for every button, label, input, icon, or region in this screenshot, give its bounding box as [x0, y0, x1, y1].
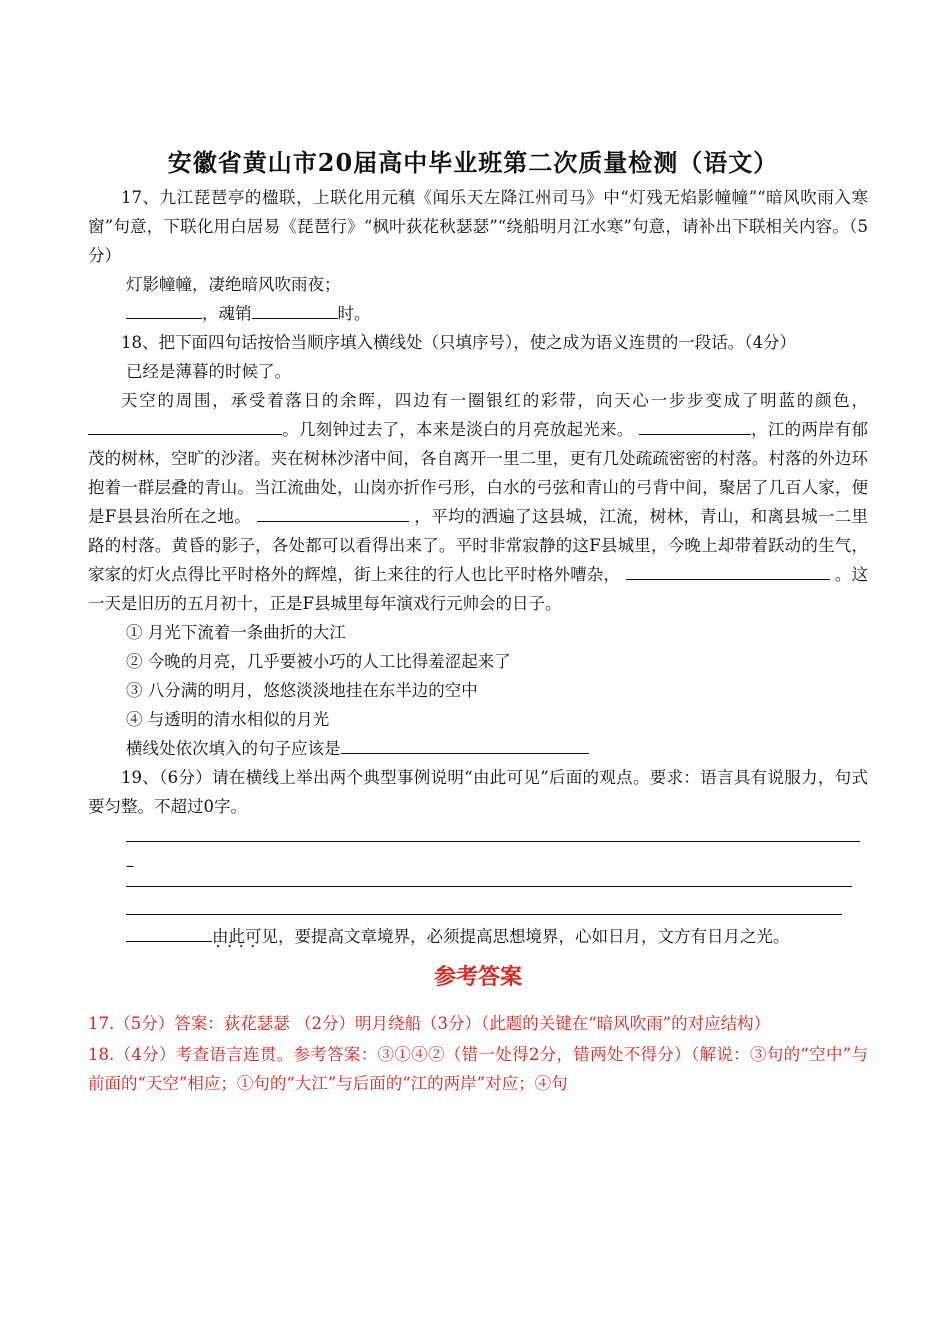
q18-intro: 已经是薄暮的时候了。	[126, 362, 291, 381]
q18-passage	[88, 386, 868, 618]
blank-1	[88, 417, 282, 435]
answer-17: 17.（5分）答案：荻花瑟瑟 （2分）明月绕船（3分）（此题的关键在“暗风吹雨”的对应结构）	[88, 1014, 771, 1033]
q19-stem: 19、（6分）请在横线上举出两个典型事例说明“由此可见”后面的观点。要求：语言具有说服力，句式要匀整。不超过0字。	[88, 768, 868, 816]
emphasis-text: 由此可见 • •	[212, 927, 278, 946]
q17-stem: 17、九江琵琶亭的楹联，上联化用元稹《闻乐天左降江州司马》中“灯残无焰影幢幢”“暗风吹雨入寒窗”句意，下联化用白居易《琵琶行》“枫叶荻花秋瑟瑟”“绕船明月江水寒”句意，请补出下联相关内容。（5分）	[88, 188, 868, 265]
answer-blank	[341, 736, 589, 754]
answer-line-3	[126, 914, 842, 915]
q18-option-1: ① 月光下流着一条曲折的大江	[126, 623, 346, 642]
q18-fill	[88, 734, 868, 763]
q17-line2-end: 时。	[337, 304, 371, 323]
answer-dash: –	[126, 856, 135, 875]
passage-part-a: 天空的周围，承受着落日的余晖，四边有一圈银红的彩带，向天心一步步变成了明蓝的颜色，	[121, 391, 868, 410]
blank	[126, 924, 212, 942]
passage-part-d: ，平均的洒遍了这县城，江流，树林，青山，和离县城一二里路的村落。黄昏的影子，各处都可以看得出来了。平时非常寂静的这F县城里，今晚上却带着跃动的生气，家家的灯火点得比平时格外的辉煌，街上来往的行人也比平时格外嘈杂，	[88, 507, 868, 584]
passage-part-b: 。几刻钟过去了，本来是淡白的月亮放起光来。	[282, 420, 634, 439]
q18-fill-label: 横线处依次填入的句子应该是	[126, 739, 341, 758]
answers-title: 参考答案	[433, 964, 522, 990]
q18-option-4: ④ 与透明的清水相似的月光	[126, 710, 330, 729]
passage-part-e: 。这一天是旧历的五月初十，正是F县城里每年演戏行元帅会的日子。	[88, 565, 869, 613]
q17-line1: 灯影幢幢，凄绝暗风吹雨夜；	[126, 275, 341, 294]
q19-conclusion	[88, 922, 868, 951]
q18-stem: 18、把下面四句话按恰当顺序填入横线处（只填序号），使之成为语义连贯的一段话。（4分）	[121, 333, 796, 352]
blank	[126, 301, 202, 319]
blank-3	[257, 504, 409, 522]
document-title: 安徽省黄山市20届高中毕业班第二次质量检测（语文）	[167, 148, 779, 177]
blank-4	[626, 562, 830, 580]
answer-line-1	[126, 841, 860, 842]
passage-part-c: ，江的两岸有郁茂的树林，空旷的沙渚。夹在树林沙渚中间，各自离开一里二里，更有几处疏疏密密的村落。村落的外边环抱着一群层叠的青山。当江流曲处，山岗亦折作弓形，白水的弓弦和青山的弓背中间，聚居了几百人家，便是F县县治所在之地。	[88, 420, 869, 526]
q18-option-2: ② 今晚的月亮，几乎要被小巧的人工比得羞涩起来了	[126, 652, 511, 671]
document-page	[88, 145, 868, 1098]
q17-line2-mid: ，魂销	[202, 304, 252, 323]
answer-18: 18.（4分）考查语言连贯。参考答案：③①④②（错一处得2分，错两处不得分）（解说：③句的“空中”与前面的“天空”相应；①句的“大江”与后面的“江的两岸”对应；④句	[88, 1045, 868, 1093]
q17-line2	[88, 299, 868, 328]
blank	[252, 301, 338, 319]
blank-2	[639, 417, 751, 435]
q19-conclusion-rest: ，要提高文章境界，必须提高思想境界，心如日月，文方有日月之光。	[278, 927, 790, 946]
q18-option-3: ③ 八分满的明月，悠悠淡淡地挂在东半边的空中	[126, 681, 478, 700]
